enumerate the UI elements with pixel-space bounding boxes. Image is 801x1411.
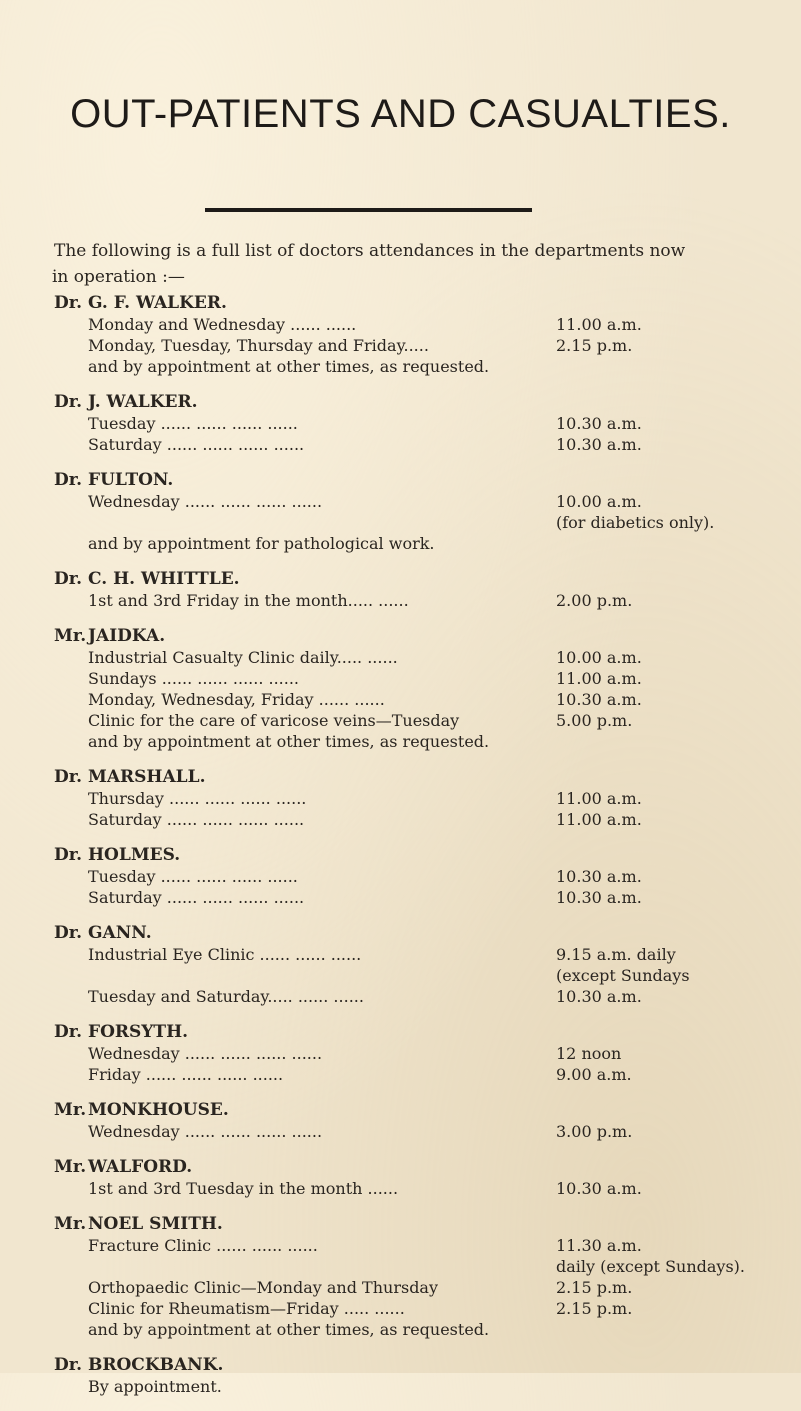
doctor-heading (54, 766, 774, 788)
schedule-note: and by appointment at other times, as requested. (88, 1320, 490, 1339)
schedule-row (54, 710, 774, 731)
schedule-note: and by appointment at other times, as requested. (88, 732, 490, 751)
doctor-heading (54, 844, 774, 866)
schedule-label: Saturday ...... ...... ...... ...... (88, 435, 305, 454)
schedule-label: Tuesday ...... ...... ...... ...... (88, 414, 298, 433)
schedule-row (54, 590, 774, 611)
doctor-title: Mr. (54, 1157, 87, 1177)
schedule-label: Thursday ...... ...... ...... ...... (88, 789, 307, 808)
doctor-title: Dr. (54, 293, 83, 313)
doctor-title: Dr. (54, 845, 83, 865)
doctor-entry (54, 625, 774, 752)
schedule-row (54, 1064, 774, 1085)
doctor-entry (54, 568, 774, 611)
intro-line: in operation :— (52, 267, 185, 287)
doctor-entry (54, 1021, 774, 1085)
schedule-time: 2.00 p.m. (556, 591, 633, 610)
schedule-time: 12 noon (556, 1044, 622, 1063)
doctor-entry (54, 292, 774, 377)
doctor-entry (54, 1354, 774, 1397)
schedule-time: 2.15 p.m. (556, 1299, 633, 1318)
schedule-row (54, 1178, 774, 1199)
schedule-row (54, 335, 774, 356)
schedule-time: 10.30 a.m. (556, 888, 642, 907)
schedule-row (54, 1043, 774, 1064)
schedule-label: Wednesday ...... ...... ...... ...... (88, 1122, 323, 1141)
schedule-row (54, 314, 774, 335)
schedule-time: 9.00 a.m. (556, 1065, 632, 1084)
schedule-row (54, 491, 774, 512)
schedule-time: 10.30 a.m. (556, 987, 642, 1006)
schedule-time: 10.30 a.m. (556, 690, 642, 709)
schedule-label: Orthopaedic Clinic—Monday and Thursday (88, 1278, 439, 1297)
schedule-row (54, 1121, 774, 1142)
schedule-label: Monday and Wednesday ...... ...... (88, 315, 357, 334)
schedule-row (54, 788, 774, 809)
doctor-heading (54, 469, 774, 491)
schedule-row (54, 512, 774, 533)
schedule-row (54, 986, 774, 1007)
doctor-name: GANN. (88, 923, 152, 943)
schedule-time: 9.15 a.m. daily (556, 945, 676, 964)
schedule-time: 10.30 a.m. (556, 414, 642, 433)
schedule-row (54, 887, 774, 908)
schedule-row (54, 647, 774, 668)
doctor-heading (54, 922, 774, 944)
schedule-time: 10.30 a.m. (556, 1179, 642, 1198)
schedule-row (54, 1235, 774, 1256)
schedule-time: 2.15 p.m. (556, 336, 633, 355)
schedule-time: 3.00 p.m. (556, 1122, 633, 1141)
schedule-label: Wednesday ...... ...... ...... ...... (88, 1044, 323, 1063)
doctor-entry (54, 844, 774, 908)
doctor-heading (54, 568, 774, 590)
schedule-label: Tuesday and Saturday..... ...... ...... (88, 987, 364, 1006)
schedule-time: 5.00 p.m. (556, 711, 633, 730)
doctor-name: JAIDKA. (88, 626, 166, 646)
doctor-name: J. WALKER. (88, 392, 198, 412)
doctor-entry (54, 1213, 774, 1340)
doctor-name: BROCKBANK. (88, 1355, 224, 1375)
doctor-heading (54, 625, 774, 647)
schedule-label: Clinic for the care of varicose veins—Tuesday (88, 711, 460, 730)
schedule-row (54, 965, 774, 986)
schedule-label: Clinic for Rheumatism—Friday ..... ...... (88, 1299, 405, 1318)
doctor-title: Dr. (54, 923, 83, 943)
doctor-entry (54, 391, 774, 455)
schedule-label: Monday, Wednesday, Friday ...... ...... (88, 690, 385, 709)
doctor-entry (54, 1099, 774, 1142)
doctor-heading (54, 1099, 774, 1121)
schedule-time: 11.30 a.m. (556, 1236, 642, 1255)
doctor-name: WALFORD. (88, 1157, 193, 1177)
schedule-label: Monday, Tuesday, Thursday and Friday..... (88, 336, 429, 355)
title-divider (205, 208, 532, 212)
schedule-row (54, 866, 774, 887)
doctor-entry (54, 469, 774, 554)
doctor-name: MARSHALL. (88, 767, 206, 787)
schedule-note: By appointment. (88, 1377, 222, 1396)
schedule-note: and by appointment at other times, as requested. (88, 357, 490, 376)
doctor-heading (54, 292, 774, 314)
schedule-row (54, 668, 774, 689)
doctor-name: MONKHOUSE. (88, 1100, 229, 1120)
schedule-label: Fracture Clinic ...... ...... ...... (88, 1236, 318, 1255)
doctor-title: Dr. (54, 470, 83, 490)
doctor-entry (54, 766, 774, 830)
schedule-row (54, 1277, 774, 1298)
schedule-time: 10.30 a.m. (556, 435, 642, 454)
schedule-row (54, 434, 774, 455)
schedule-row (54, 413, 774, 434)
doctor-heading (54, 391, 774, 413)
doctor-name: HOLMES. (88, 845, 181, 865)
doctor-name: FULTON. (88, 470, 174, 490)
doctor-heading (54, 1156, 774, 1178)
schedule-row (54, 1298, 774, 1319)
intro-line: The following is a full list of doctors attendances in the departments now (54, 241, 686, 261)
doctor-entry (54, 922, 774, 1007)
schedule-label: 1st and 3rd Tuesday in the month ...... (88, 1179, 399, 1198)
doctor-title: Mr. (54, 1100, 87, 1120)
doctor-name: C. H. WHITTLE. (88, 569, 240, 589)
intro-paragraph (54, 238, 754, 290)
schedule-row (54, 809, 774, 830)
doctor-title: Mr. (54, 626, 87, 646)
schedule-time: 2.15 p.m. (556, 1278, 633, 1297)
doctor-title: Dr. (54, 569, 83, 589)
doctor-list (54, 292, 774, 1411)
schedule-label: Sundays ...... ...... ...... ...... (88, 669, 300, 688)
doctor-title: Dr. (54, 392, 83, 412)
doctor-name: G. F. WALKER. (88, 293, 227, 313)
schedule-time: (except Sundays (556, 966, 690, 985)
schedule-label: Wednesday ...... ...... ...... ...... (88, 492, 323, 511)
schedule-label: Industrial Eye Clinic ...... ...... ...... (88, 945, 362, 964)
schedule-label: Saturday ...... ...... ...... ...... (88, 810, 305, 829)
doctor-heading (54, 1213, 774, 1235)
schedule-label: 1st and 3rd Friday in the month..... ...... (88, 591, 409, 610)
doctor-entry (54, 1156, 774, 1199)
schedule-time: 11.00 a.m. (556, 789, 642, 808)
doctor-title: Dr. (54, 1355, 83, 1375)
schedule-row (54, 689, 774, 710)
schedule-time: 10.00 a.m. (556, 648, 642, 667)
schedule-row (54, 944, 774, 965)
page-title: OUT-PATIENTS AND CASUALTIES. (70, 92, 731, 136)
schedule-time: 11.00 a.m. (556, 810, 642, 829)
schedule-time: 11.00 a.m. (556, 315, 642, 334)
doctor-name: NOEL SMITH. (88, 1214, 223, 1234)
schedule-label: Industrial Casualty Clinic daily..... ...... (88, 648, 398, 667)
doctor-title: Dr. (54, 1022, 83, 1042)
schedule-time: 11.00 a.m. (556, 669, 642, 688)
schedule-time: (for diabetics only). (556, 513, 715, 532)
schedule-label: Tuesday ...... ...... ...... ...... (88, 867, 298, 886)
doctor-heading (54, 1021, 774, 1043)
doctor-title: Mr. (54, 1214, 87, 1234)
schedule-time: 10.30 a.m. (556, 867, 642, 886)
schedule-note: and by appointment for pathological work. (88, 534, 435, 553)
schedule-time: daily (except Sundays). (556, 1257, 745, 1276)
doctor-title: Dr. (54, 767, 83, 787)
schedule-row (54, 1256, 774, 1277)
schedule-time: 10.00 a.m. (556, 492, 642, 511)
schedule-label: Friday ...... ...... ...... ...... (88, 1065, 284, 1084)
schedule-label: Saturday ...... ...... ...... ...... (88, 888, 305, 907)
doctor-name: FORSYTH. (88, 1022, 189, 1042)
